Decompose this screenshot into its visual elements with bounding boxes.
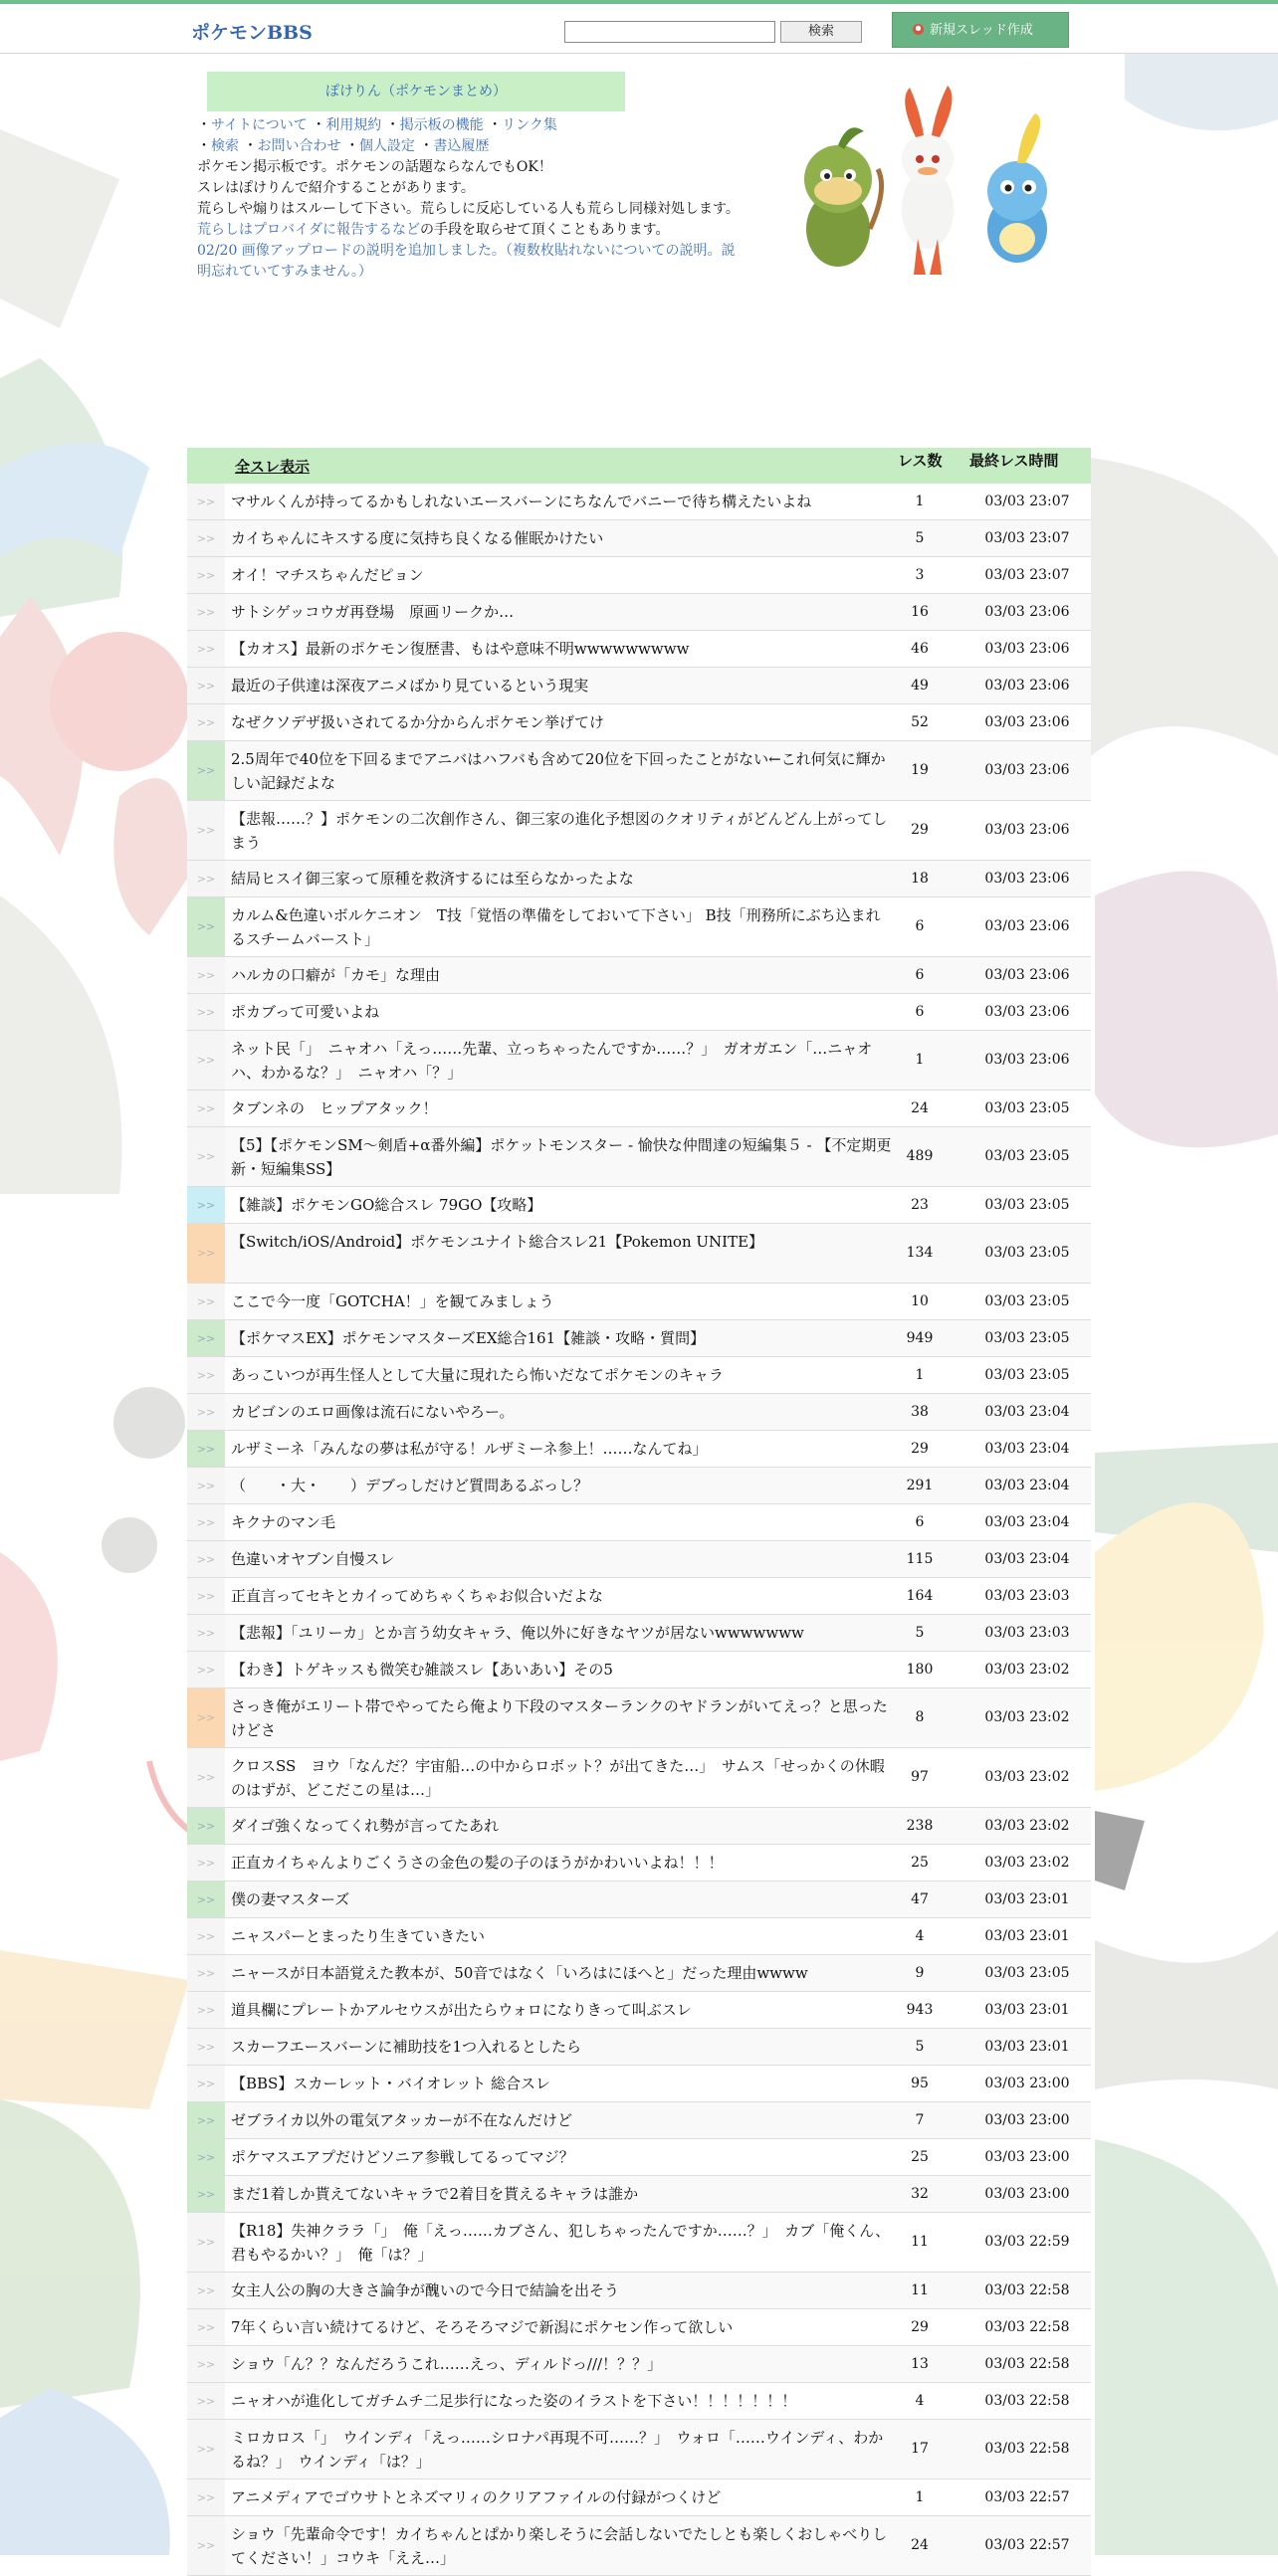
- thread-table-header: [187, 448, 1091, 484]
- thread-row[interactable]: [187, 1431, 1091, 1468]
- thread-res-count: 164: [906, 1587, 934, 1604]
- thread-title-link[interactable]: 正直カイちゃんよりごくうさの金色の髪の子のほうがかわいいよね！！！: [231, 1854, 724, 1872]
- thread-res-count: 25: [911, 1854, 929, 1871]
- thread-res-count: 29: [911, 2318, 929, 2335]
- thread-title-link[interactable]: 【R18】失神クララ「」 俺「えっ……カブさん、犯しちゃったんですか……？」 カブ「俺くん、君もやるかい？」 俺「は？」: [231, 2222, 891, 2264]
- row-arrow-icon: >>: [187, 1541, 225, 1577]
- thread-last-time: 03/03 23:04: [984, 1403, 1070, 1420]
- thread-title-link[interactable]: タブンネの ヒップアタック！: [231, 1099, 438, 1117]
- row-arrow-icon: >>: [187, 1031, 225, 1090]
- thread-row[interactable]: [187, 1357, 1091, 1394]
- row-arrow-icon: >>: [187, 484, 225, 519]
- row-arrow-icon: >>: [187, 1652, 225, 1687]
- thread-list: [187, 484, 1091, 2576]
- row-arrow-icon: >>: [187, 594, 225, 630]
- site-logo[interactable]: ポケモンBBS: [191, 22, 313, 44]
- row-arrow-icon: >>: [187, 2213, 225, 2272]
- link-contact[interactable]: お問い合わせ: [257, 138, 341, 154]
- intro-title[interactable]: ぽけりん（ポケモンまとめ）: [207, 72, 625, 111]
- thread-title-link[interactable]: ネット民「」 ニャオハ「えっ……先輩、立っちゃったんですか……？」 ガオガエン「…ニャオハ、わかるな？」 ニャオハ「？」: [231, 1040, 873, 1082]
- row-arrow-icon: >>: [187, 1320, 225, 1356]
- thread-row[interactable]: [187, 1468, 1091, 1504]
- link-features[interactable]: 掲示板の機能: [399, 117, 484, 133]
- thread-last-time: 03/03 23:07: [984, 493, 1070, 509]
- thread-title-link[interactable]: あっこいつが再生怪人として大量に現れたら怖いだなてポケモンのキャラ: [231, 1366, 724, 1384]
- thread-row[interactable]: [187, 1748, 1091, 1808]
- thread-row[interactable]: [187, 1882, 1091, 1918]
- thread-title-link[interactable]: カルム&色違いボルケニオン T技「覚悟の準備をしておいて下さい」 B技「刑務所にぶち込まれるスチームバースト」: [231, 906, 881, 948]
- thread-title-link[interactable]: 2.5周年で40位を下回るまでアニバはハフバも含めて20位を下回ったことがない←これ何気に輝かしい記録だよな: [231, 750, 886, 792]
- thread-title-link[interactable]: 正直言ってセキとカイってめちゃくちゃお似合いだよな: [231, 1587, 603, 1605]
- thread-res-count: 1: [915, 2488, 925, 2505]
- thread-title-link[interactable]: ショウ「ん？？なんだろうこれ……えっ、ディルドっ///！？？」: [231, 2355, 663, 2373]
- thread-title-link[interactable]: 【ポケマスEX】ポケモンマスターズEX総合161【雑談・攻略・質問】: [231, 1329, 706, 1347]
- thread-title-link[interactable]: 【雑談】ポケモンGO総合スレ 79GO【攻略】: [231, 1196, 542, 1214]
- link-links[interactable]: リンク集: [502, 117, 557, 133]
- row-arrow-icon: >>: [187, 668, 225, 703]
- thread-title-link[interactable]: ニャースが日本語覚えた教本が、50音ではなく「いろはにほへと」だった理由wwww: [231, 1964, 808, 1982]
- thread-row[interactable]: [187, 1127, 1091, 1187]
- row-arrow-icon: >>: [187, 1187, 225, 1223]
- thread-last-time: 03/03 22:57: [984, 2537, 1070, 2553]
- thread-res-count: 5: [915, 529, 925, 546]
- col-last-time: 最終レス時間: [969, 452, 1059, 470]
- thread-last-time: 03/03 23:04: [984, 1513, 1070, 1530]
- thread-res-count: 1: [915, 1052, 925, 1068]
- thread-res-count: 489: [906, 1148, 934, 1164]
- thread-res-count: 291: [906, 1477, 934, 1493]
- thread-last-time: 03/03 23:02: [984, 1817, 1070, 1834]
- info-links-row: ・サイトについて ・利用規約 ・掲示板の機能 ・リンク集: [197, 117, 557, 133]
- thread-res-count: 29: [911, 1440, 929, 1457]
- row-arrow-icon: >>: [187, 1955, 225, 1991]
- thread-res-count: 46: [911, 640, 929, 657]
- intro-line: スレはぽけりんで紹介することがあります。: [197, 180, 475, 196]
- thread-title-link[interactable]: （ ・大・ ）デブっしだけど質問あるぶっし？: [231, 1477, 589, 1494]
- thread-res-count: 134: [906, 1245, 934, 1261]
- thread-title-link[interactable]: 【Switch/iOS/Android】ポケモンユナイト総合スレ21【Pokemon UNITE】: [231, 1233, 764, 1251]
- intro-line: ポケモン掲示板です。ポケモンの話題ならなんでもOK！: [197, 159, 552, 175]
- thread-table: [187, 448, 1091, 2576]
- thread-res-count: 32: [911, 2185, 929, 2202]
- thread-row[interactable]: [187, 2309, 1091, 2346]
- row-arrow-icon: >>: [187, 1127, 225, 1186]
- row-arrow-icon: >>: [187, 2176, 225, 2212]
- thread-title-link[interactable]: ポカブって可愛いよね: [231, 1003, 380, 1021]
- thread-row[interactable]: [187, 741, 1091, 801]
- thread-last-time: 03/03 23:06: [984, 603, 1070, 620]
- thread-title-link[interactable]: 【悲報】「ユリーカ」とか言う幼女キャラ、俺以外に好きなヤツが居ないwwwwwww: [231, 1624, 804, 1642]
- thread-row[interactable]: [187, 897, 1091, 957]
- intro-panel: [189, 62, 1093, 450]
- thread-title-link[interactable]: まだ1着しか貰えてないキャラで2着目を貰えるキャラは誰か: [231, 2185, 639, 2203]
- thread-last-time: 03/03 23:04: [984, 1477, 1070, 1493]
- thread-last-time: 03/03 23:06: [984, 966, 1070, 983]
- link-terms[interactable]: 利用規約: [325, 117, 382, 133]
- thread-res-count: 943: [906, 2001, 934, 2018]
- intro-text: [197, 115, 754, 283]
- row-arrow-icon: >>: [187, 861, 225, 896]
- row-arrow-icon: >>: [187, 2102, 225, 2138]
- thread-title-link[interactable]: 結局ヒスイ御三家って原種を救済するには至らなかったよな: [231, 870, 634, 888]
- thread-title-link[interactable]: ミロカロス「」 ウインディ「えっ……シロナパ再現不可……？」 ウォロ「……ウインディ、わかるね？」 ウインディ「は？」: [231, 2429, 884, 2471]
- thread-title-link[interactable]: アニメディアでゴウサトとネズマリィのクリアファイルの付録がつくけど: [231, 2488, 722, 2506]
- thread-last-time: 03/03 22:58: [984, 2281, 1070, 2298]
- thread-row[interactable]: [187, 994, 1091, 1031]
- col-res-count: レス数: [898, 452, 943, 470]
- thread-title-link[interactable]: ここで今一度「GOTCHA！」を観てみましょう: [231, 1292, 554, 1310]
- new-thread-label: 新規スレッド作成: [930, 23, 1033, 38]
- thread-last-time: 03/03 23:05: [984, 1964, 1070, 1981]
- row-arrow-icon: >>: [187, 2029, 225, 2065]
- thread-res-count: 949: [906, 1329, 934, 1346]
- row-arrow-icon: >>: [187, 2309, 225, 2345]
- thread-last-time: 03/03 23:00: [984, 2148, 1070, 2165]
- thread-row[interactable]: [187, 2139, 1091, 2176]
- thread-row[interactable]: [187, 631, 1091, 668]
- thread-res-count: 4: [915, 1927, 925, 1944]
- thread-last-time: 03/03 23:05: [984, 1099, 1070, 1116]
- thread-row[interactable]: [187, 2273, 1091, 2309]
- thread-title-link[interactable]: なぜクソデザ扱いされてるか分からんポケモン挙げてけ: [231, 713, 605, 731]
- site-header: [0, 4, 1278, 54]
- thread-last-time: 03/03 23:07: [984, 566, 1070, 583]
- thread-res-count: 6: [915, 1513, 925, 1530]
- thread-row[interactable]: [187, 1955, 1091, 1992]
- thread-row[interactable]: [187, 1284, 1091, 1320]
- thread-res-count: 238: [906, 1817, 934, 1834]
- thread-last-time: 03/03 23:05: [984, 1366, 1070, 1383]
- thread-title-link[interactable]: 【BBS】スカーレット・バイオレット 総合スレ: [231, 2075, 551, 2092]
- thread-title-link[interactable]: 僕の妻マスターズ: [231, 1890, 350, 1908]
- thread-title-link[interactable]: ゼブライカ以外の電気アタッカーが不在なんだけど: [231, 2111, 573, 2129]
- thread-res-count: 23: [911, 1196, 929, 1213]
- news-notice-cont: 明忘れていてすみません。）: [197, 264, 372, 280]
- thread-last-time: 03/03 22:58: [984, 2355, 1070, 2372]
- thread-last-time: 03/03 22:58: [984, 2441, 1070, 2457]
- row-arrow-icon: >>: [187, 1808, 225, 1844]
- row-arrow-icon: >>: [187, 1431, 225, 1467]
- thread-row[interactable]: [187, 704, 1091, 741]
- thread-row[interactable]: [187, 1031, 1091, 1090]
- info-links-row-2: ・検索 ・お問い合わせ ・個人設定 ・書込履歴: [197, 138, 490, 154]
- thread-last-time: 03/03 23:06: [984, 822, 1070, 838]
- thread-title-link[interactable]: スカーフエースバーンに補助技を1つ入れるとしたら: [231, 2038, 581, 2056]
- thread-row[interactable]: [187, 1992, 1091, 2029]
- thread-last-time: 03/03 23:06: [984, 762, 1070, 778]
- thread-res-count: 9: [915, 1964, 925, 1981]
- row-arrow-icon: >>: [187, 631, 225, 667]
- thread-row[interactable]: [187, 2066, 1091, 2102]
- row-arrow-icon: >>: [187, 2383, 225, 2419]
- thread-last-time: 03/03 23:03: [984, 1587, 1070, 1604]
- thread-res-count: 13: [911, 2355, 929, 2372]
- row-arrow-icon: >>: [187, 1578, 225, 1614]
- thread-title-link[interactable]: 【5】【ポケモンSM～剣盾+α番外編】ポケットモンスター - 愉快な仲間達の短編集５ - 【不定期更新・短編集SS】: [231, 1136, 892, 1178]
- thread-title-link[interactable]: クロスSS ヨウ「なんだ？宇宙船…の中からロボット？が出てきた…」 サムス「せっかくの休暇のはずが、どこだこの星は…」: [231, 1757, 885, 1799]
- row-arrow-icon: >>: [187, 2273, 225, 2308]
- thread-row[interactable]: [187, 594, 1091, 631]
- row-arrow-icon: >>: [187, 1394, 225, 1430]
- thread-last-time: 03/03 23:02: [984, 1661, 1070, 1678]
- thread-row[interactable]: [187, 2176, 1091, 2213]
- row-arrow-icon: >>: [187, 1992, 225, 2028]
- thread-title-link[interactable]: 色違いオヤブン自慢スレ: [231, 1550, 395, 1568]
- row-arrow-icon: >>: [187, 741, 225, 800]
- row-arrow-icon: >>: [187, 801, 225, 860]
- thread-res-count: 115: [906, 1550, 934, 1567]
- row-arrow-icon: >>: [187, 2066, 225, 2101]
- thread-res-count: 6: [915, 966, 925, 983]
- row-arrow-icon: >>: [187, 2420, 225, 2478]
- row-arrow-icon: >>: [187, 1224, 225, 1283]
- link-personal-settings[interactable]: 個人設定: [358, 138, 415, 154]
- thread-row[interactable]: [187, 1541, 1091, 1578]
- thread-row[interactable]: [187, 2213, 1091, 2273]
- thread-last-time: 03/03 23:03: [984, 1624, 1070, 1641]
- thread-title-link[interactable]: マサルくんが持ってるかもしれないエースバーンにちなんでバニーで待ち構えたいよね: [231, 493, 812, 510]
- row-arrow-icon: >>: [187, 1882, 225, 1917]
- thread-last-time: 03/03 23:06: [984, 677, 1070, 694]
- thread-row[interactable]: [187, 861, 1091, 897]
- thread-row[interactable]: [187, 1578, 1091, 1615]
- thread-row[interactable]: [187, 2383, 1091, 2420]
- thread-row[interactable]: [187, 2029, 1091, 2066]
- thread-last-time: 03/03 22:58: [984, 2392, 1070, 2409]
- thread-row[interactable]: [187, 1090, 1091, 1127]
- thread-res-count: 18: [911, 870, 929, 887]
- thread-last-time: 03/03 23:02: [984, 1769, 1070, 1785]
- thread-last-time: 03/03 23:06: [984, 1003, 1070, 1020]
- thread-row[interactable]: [187, 1845, 1091, 1882]
- thread-row[interactable]: [187, 1688, 1091, 1748]
- table-title[interactable]: 全スレ表示: [235, 458, 311, 476]
- row-arrow-icon: >>: [187, 1615, 225, 1651]
- thread-res-count: 6: [915, 1003, 925, 1020]
- thread-res-count: 7: [915, 2111, 925, 2128]
- thread-last-time: 03/03 23:05: [984, 1329, 1070, 1346]
- row-arrow-icon: >>: [187, 1504, 225, 1540]
- row-arrow-icon: >>: [187, 1468, 225, 1503]
- thread-title-link[interactable]: 道具欄にプレートかアルセウスが出たらウォロになりきって叫ぶスレ: [231, 2001, 692, 2019]
- thread-last-time: 03/03 23:01: [984, 1927, 1070, 1944]
- thread-res-count: 11: [911, 2234, 929, 2250]
- row-arrow-icon: >>: [187, 1090, 225, 1126]
- link-report-provider[interactable]: 荒らしはプロバイダに報告するなど: [197, 222, 420, 238]
- thread-last-time: 03/03 23:00: [984, 2075, 1070, 2091]
- thread-last-time: 03/03 23:00: [984, 2111, 1070, 2128]
- thread-row[interactable]: [187, 557, 1091, 594]
- thread-row[interactable]: [187, 2420, 1091, 2479]
- row-arrow-icon: >>: [187, 704, 225, 740]
- row-arrow-icon: >>: [187, 1918, 225, 1954]
- intro-line: 荒らしはプロバイダに報告するなどの手段を取らせて頂くこともあります。: [197, 222, 670, 238]
- thread-res-count: 3: [915, 566, 925, 583]
- thread-res-count: 180: [906, 1661, 934, 1678]
- thread-title-link[interactable]: 女主人公の胸の大きさ論争が醜いので今日で結論を出そう: [231, 2281, 620, 2299]
- thread-title-link[interactable]: カビゴンのエロ画像は流石にないやろー。: [231, 1403, 515, 1421]
- row-arrow-icon: >>: [187, 2479, 225, 2515]
- thread-last-time: 03/03 23:06: [984, 870, 1070, 887]
- thread-res-count: 19: [911, 762, 929, 778]
- thread-row[interactable]: [187, 2516, 1091, 2576]
- thread-title-link[interactable]: 【わき】トゲキッスも微笑む雑談スレ【あいあい】その5: [231, 1661, 613, 1679]
- thread-title-link[interactable]: ニャオハが進化してガチムチ二足歩行になった姿のイラストを下さい！！！！！！！: [231, 2392, 797, 2410]
- thread-res-count: 5: [915, 2038, 925, 2055]
- thread-row[interactable]: [187, 2102, 1091, 2139]
- thread-title-link[interactable]: さっき俺がエリート帯でやってたら俺より下段のマスターランクのヤドランがいてえっ？と思ったけどさ: [231, 1697, 888, 1739]
- thread-res-count: 47: [911, 1890, 929, 1907]
- thread-last-time: 03/03 23:05: [984, 1196, 1070, 1213]
- pokeball-icon: [913, 24, 924, 35]
- row-arrow-icon: >>: [187, 1688, 225, 1747]
- thread-last-time: 03/03 23:00: [984, 2185, 1070, 2202]
- thread-title-link[interactable]: ポケマスエアプだけどソニア参戦してるってマジ？: [231, 2148, 574, 2166]
- thread-res-count: 95: [911, 2075, 929, 2091]
- thread-last-time: 03/03 23:02: [984, 1854, 1070, 1871]
- link-search[interactable]: 検索: [211, 138, 239, 154]
- thread-title-link[interactable]: 【悲報……？】ポケモンの二次創作さん、御三家の進化予想図のクオリティがどんどん上がってしまう: [231, 810, 888, 852]
- row-arrow-icon: >>: [187, 2139, 225, 2175]
- thread-row[interactable]: [187, 1394, 1091, 1431]
- thread-res-count: 49: [911, 677, 929, 694]
- link-post-history[interactable]: 書込履歴: [433, 138, 490, 154]
- row-arrow-icon: >>: [187, 520, 225, 556]
- thread-title-link[interactable]: ショウ「先輩命令です！カイちゃんとぱかり楽しそうに会話しないでたしとも楽しくおしゃべりしてください！」コウキ「ええ…」: [231, 2525, 888, 2567]
- row-arrow-icon: >>: [187, 2516, 225, 2575]
- thread-row[interactable]: [187, 484, 1091, 520]
- thread-last-time: 03/03 23:06: [984, 918, 1070, 934]
- thread-res-count: 1: [915, 493, 925, 509]
- thread-res-count: 24: [911, 2537, 929, 2553]
- thread-res-count: 16: [911, 603, 929, 620]
- thread-last-time: 03/03 23:06: [984, 713, 1070, 730]
- thread-res-count: 5: [915, 1624, 925, 1641]
- link-about[interactable]: サイトについて: [211, 117, 308, 133]
- thread-last-time: 03/03 23:01: [984, 2001, 1070, 2018]
- thread-last-time: 03/03 23:01: [984, 1890, 1070, 1907]
- thread-last-time: 03/03 23:07: [984, 529, 1070, 546]
- thread-row[interactable]: [187, 2479, 1091, 2516]
- thread-last-time: 03/03 23:04: [984, 1550, 1070, 1567]
- thread-row[interactable]: [187, 1224, 1091, 1284]
- row-arrow-icon: >>: [187, 1284, 225, 1319]
- thread-res-count: 1: [915, 1366, 925, 1383]
- thread-title-link[interactable]: ニャスパーとまったり生きていきたい: [231, 1927, 486, 1945]
- thread-title-link[interactable]: キクナのマン毛: [231, 1513, 336, 1531]
- thread-row[interactable]: [187, 957, 1091, 994]
- thread-last-time: 03/03 22:59: [984, 2234, 1070, 2250]
- thread-res-count: 38: [911, 1403, 929, 1420]
- thread-row[interactable]: [187, 1652, 1091, 1688]
- thread-title-link[interactable]: ハルカの口癖が「カモ」な理由: [231, 966, 441, 984]
- thread-title-link[interactable]: カイちゃんにキスする度に気持ち良くなる催眠かけたい: [231, 529, 604, 547]
- thread-title-link[interactable]: ダイゴ強くなってくれ勢が言ってたあれ: [231, 1817, 500, 1835]
- thread-res-count: 10: [911, 1292, 929, 1309]
- thread-res-count: 8: [915, 1709, 925, 1725]
- thread-title-link[interactable]: サトシゲッコウガ再登場 原画リークか…: [231, 603, 515, 621]
- thread-last-time: 03/03 23:06: [984, 640, 1070, 657]
- starter-pokemon-illustration: [778, 80, 1077, 279]
- thread-row[interactable]: [187, 801, 1091, 861]
- thread-last-time: 03/03 23:04: [984, 1440, 1070, 1457]
- thread-row[interactable]: [187, 1504, 1091, 1541]
- thread-row[interactable]: [187, 1615, 1091, 1652]
- thread-last-time: 03/03 23:05: [984, 1292, 1070, 1309]
- thread-res-count: 29: [911, 822, 929, 838]
- thread-last-time: 03/03 23:05: [984, 1148, 1070, 1164]
- row-arrow-icon: >>: [187, 1357, 225, 1393]
- thread-title-link[interactable]: 最近の子供達は深夜アニメばかり見ているという現実: [231, 677, 589, 694]
- thread-title-link[interactable]: ルザミーネ「みんなの夢は私が守る！ルザミーネ参上！……なんてね」: [231, 1440, 708, 1458]
- thread-title-link[interactable]: 【カオス】最新のポケモン復歴書、もはや意味不明wwwwwwwww: [231, 640, 690, 658]
- thread-row[interactable]: [187, 1187, 1091, 1224]
- intro-line: 荒らしや煽りはスルーして下さい。荒らしに反応している人も荒らし同様対処します。: [197, 201, 740, 217]
- thread-row[interactable]: [187, 1808, 1091, 1845]
- thread-last-time: 03/03 23:05: [984, 1245, 1070, 1261]
- thread-res-count: 52: [911, 713, 929, 730]
- thread-row[interactable]: [187, 1320, 1091, 1357]
- thread-title-link[interactable]: オイ！マチスちゃんだピョン: [231, 566, 424, 584]
- thread-res-count: 17: [911, 2441, 929, 2457]
- row-arrow-icon: >>: [187, 1845, 225, 1881]
- thread-last-time: 03/03 23:02: [984, 1709, 1070, 1725]
- search-input[interactable]: [564, 21, 775, 43]
- search-button[interactable]: 検索: [780, 21, 862, 43]
- row-arrow-icon: >>: [187, 2346, 225, 2382]
- thread-last-time: 03/03 22:58: [984, 2318, 1070, 2335]
- thread-last-time: 03/03 22:57: [984, 2488, 1070, 2505]
- news-notice[interactable]: 02/20 画像アップロードの説明を追加しました。（複数枚貼れないについての説明。説: [197, 243, 736, 259]
- row-arrow-icon: >>: [187, 1748, 225, 1807]
- thread-row[interactable]: [187, 1918, 1091, 1955]
- thread-res-count: 24: [911, 1099, 929, 1116]
- thread-res-count: 25: [911, 2148, 929, 2165]
- row-arrow-icon: >>: [187, 897, 225, 956]
- thread-row[interactable]: [187, 2346, 1091, 2383]
- thread-res-count: 97: [911, 1769, 929, 1785]
- thread-title-link[interactable]: 7年くらい言い続けてるけど、そろそろマジで新潟にポケセン作って欲しい: [231, 2318, 734, 2336]
- thread-res-count: 11: [911, 2281, 929, 2298]
- thread-last-time: 03/03 23:06: [984, 1052, 1070, 1068]
- row-arrow-icon: >>: [187, 957, 225, 993]
- thread-last-time: 03/03 23:01: [984, 2038, 1070, 2055]
- thread-row[interactable]: [187, 668, 1091, 704]
- row-arrow-icon: >>: [187, 994, 225, 1030]
- thread-res-count: 4: [915, 2392, 925, 2409]
- thread-row[interactable]: [187, 520, 1091, 557]
- row-arrow-icon: >>: [187, 557, 225, 593]
- new-thread-button[interactable]: [892, 12, 1069, 48]
- thread-res-count: 6: [915, 918, 925, 934]
